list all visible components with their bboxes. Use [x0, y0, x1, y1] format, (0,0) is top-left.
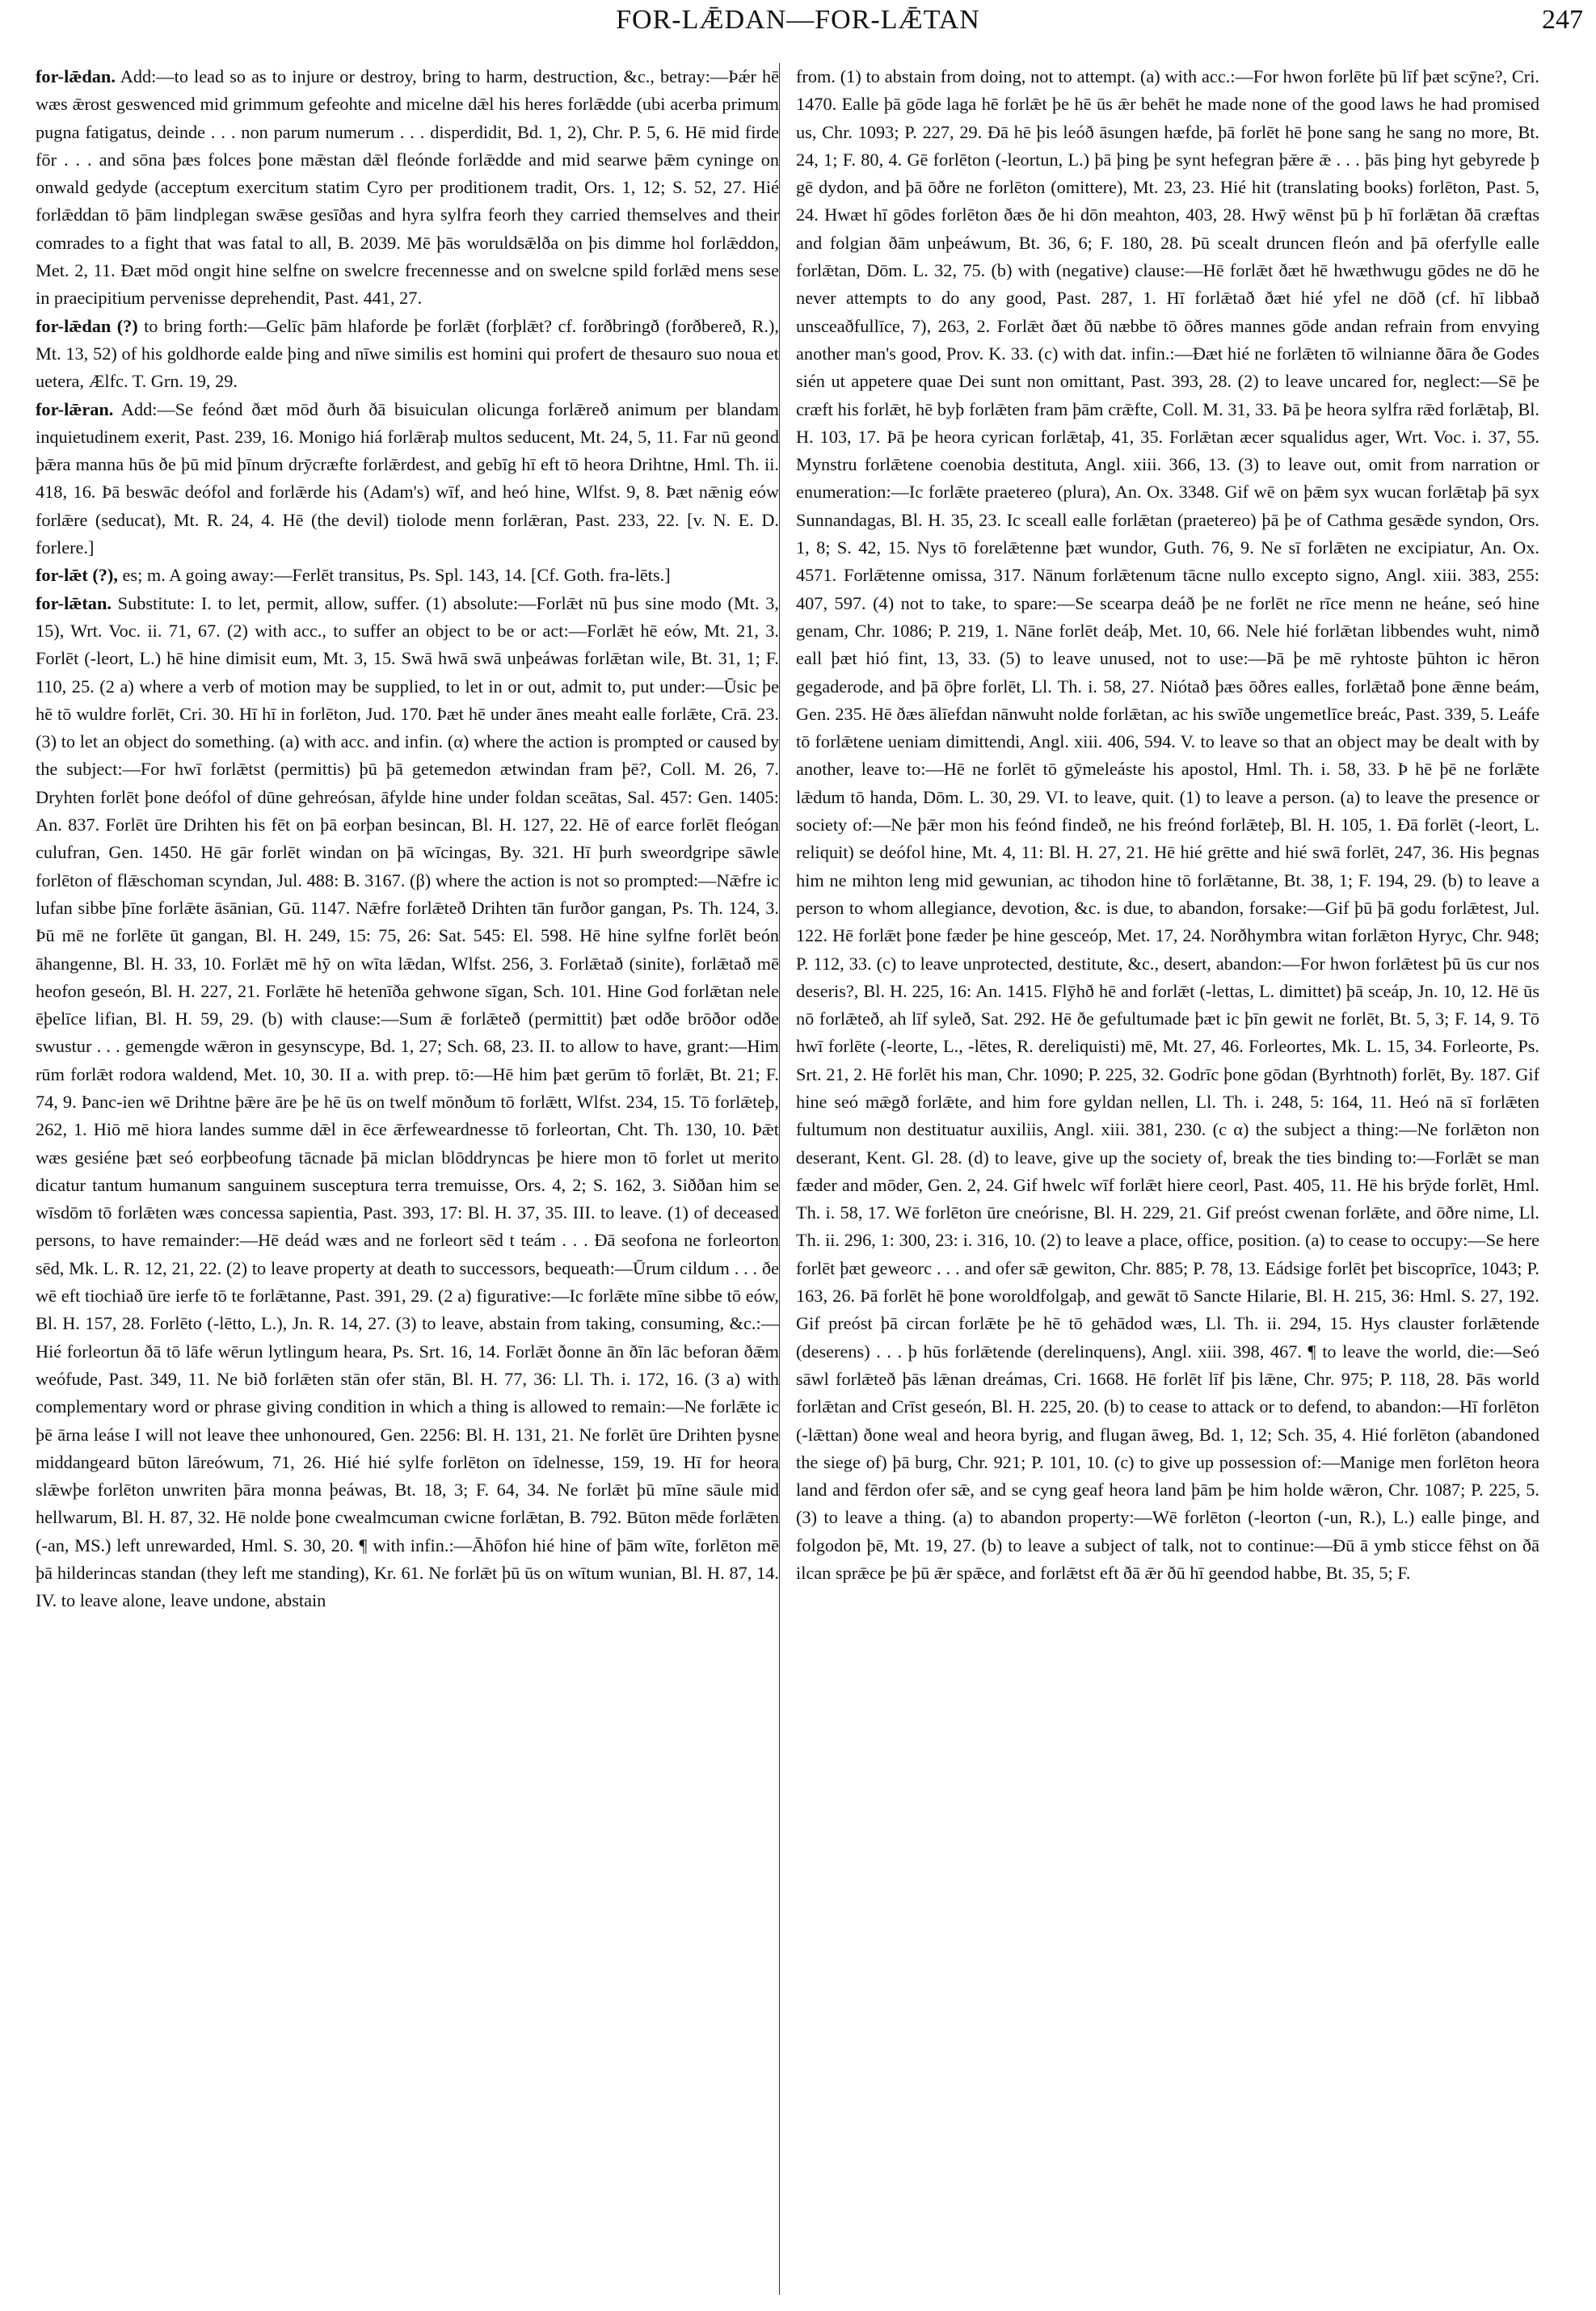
entry-headword: for-lǣdan.	[36, 66, 116, 86]
entry-text: Substitute: I. to let, permit, allow, suffer. (1) absolute:—Forlǣt nū þus sine modo (Mt. 3, 15), Wrt. Voc. ii. 71, 67. (2) with acc., to suffer an object to be or act:—Forlǣt hē eów, Mt. 21, 3. Forlēt (-leort, L.) hē hine dimisit eum, Mt. 3, 15. Swā hwā swā unþeáwas forlǣtan wile, Bt. 31, 1; F. 110, 25. (2 a) where a verb of motion may be supplied, to let in or out, admit to, put under:—Ūsic þe hē tō wuldre forlēt, Cri. 30. Hī hī in forlēton, Jud. 170. Þæt hē under ānes meaht ealle forlǣte, Crā. 23. (3) to let an object do something. (a) with acc. and infin. (α) where the action is prompted or caused by the subject:—For hwī forlǣtst (permittis) þū þā getemedon ætwindan fram þē?, Coll. M. 26, 7. Dryhten forlēt þone deófol of dūne gehreósan, āfylde hine under foldan sceātas, Sal. 457: Gen. 1405: An. 837. Forlēt ūre Drihten his fēt on þā eorþan besincan, Bl. H. 127, 22. Hē of earce forlēt fleógan culufran, Gen. 1450. Hē gār forlēt windan on þā wīcingas, By. 321. Hī þurh sweordgripe sāwle forlēton of flǣschoman scyndan, Jul. 488: B. 3167. (β) where the action is not so prompted:—Nǣfre ic lufan sibbe þīne forlǣte āsānian, Gū. 1147. Nǣfre forlǣteð Drihten tān furðor gangan, Ps. Th. 124, 3. Þū mē ne forlēte ūt gangan, Bl. H. 249, 15: 75, 26: Sat. 545: El. 598. Hē hine sylfne forlēt beón āhangenne, Bl. H. 33, 10. Forlǣt mē hȳ on wīta lǣdan, Wlfst. 256, 3. Forlǣtað (sinite), forlǣtað mē heofon geseón, Bl. H. 227, 21. Forlǣte hē hetenīða gehwone sīgan, Sch. 101. Hine God forlǣtan nele ēþelīce lifian, Bl. H. 59, 29. (b) with clause:—Sum ǣ forlǣteð (permittit) þæt odðe brōðor odðe swustur . . . gemengde wǣron in gesynscype, Bd. 1, 27; Sch. 68, 23. II. to allow to have, grant:—Him rūm forlǣt rodora waldend, Met. 10, 30. II a. with prep. tō:—Hē him þæt gerūm tō forlǣt, Bt. 21; F. 74, 9. Þanc-ien wē Drihtne þǣre āre þe hē ūs on twelf mōnðum tō forlǣtt, Wlfst. 234, 15. Tō forlǣteþ, 262, 1. Hiō mē hiora landes summe dǣl in ēce ǣrfeweardnesse tō forleortan, Cht. Th. 130, 10. Þǣt wæs gesiéne þæt seó eorþbeofung tācnade þā miclan blōddryncas þe hiere mon tō forlet ut merito dicatur tantum humanum sanguinem susceptura terra tremuisse, Ors. 4, 2; S. 162, 3. Siððan him se wīsdōm tō forlǣten wæs concessa sapientia, Past. 393, 17: Bl. H. 37, 35. III. to leave. (1) of deceased persons, to have remainder:—Hē deád wæs and ne forleort sēd t teám . . . Ðā seofona ne forleorton sēd, Mk. L. R. 12, 21, 22. (2) to leave property at death to successors, bequeath:—Ūrum cildum . . . ðe wē eft tiochiað ūre ierfe tō te forlǣtanne, Past. 391, 29. (2 a) figurative:—Ic forlǣte mīne sibbe tō eów, Bl. H. 157, 28. Forlēto (-lētto, L.), Jn. R. 14, 27. (3) to leave, abstain from taking, consuming, &c.:—Hié forleortun ðā tō lāfe wērun lytlingum heara, Ps. Srt. 16, 14. Forlǣt ðonne ān ðīn lāc beforan ðǣm weófude, Past. 349, 11. Ne bið forlǣten stān ofer stān, Bl. H. 77, 36: Ll. Th. i. 172, 16. (3 a) with complementary word or phrase giving condition in which a thing is allowed to remain:—Ne forlǣte ic þē ārna leáse I will not leave thee unhonoured, Gen. 2256: Bl. H. 131, 21. Ne forlēt ūre Drihten þysne middangeard būton lāreówum, 71, 26. Hié hié sylfe forlēton on īdelnesse, 159, 19. Hī for heora slǣwþe forlēton unwriten þāra monna þeáwas, Bt. 18, 3; F. 64, 34. Ne forlǣt þū mīne sāule mid hellwarum, Bl. H. 87, 32. Hē nolde þone cwealmcuman cwicne forlǣtan, B. 792. Būton mēde forlǣten (-an, MS.) left unrewarded, Hml. S. 30, 20. ¶ with infin.:—Āhōfon hié hine of þām wīte, forlēton mē þā hilderincas standan (they left me standing), Kr. 61. Ne forlǣt þū ūs on wītum wunian, Bl. H. 87, 14. IV. to leave alone, leave undone, abstain	[36, 592, 779, 1611]
dictionary-entry	[36, 590, 779, 1615]
entry-text: Add:—Se feónd ðæt mōd ðurh ðā bisuiculan olicunga forlǣreð animum per blandam inquietudinem exerit, Past. 239, 16. Monigo hiá forlǣraþ multos seducent, Mt. 24, 5, 11. Far nū geond þǣra manna hūs ðe þū mid þīnum drȳcræfte forlǣrdest, and gebīg hī eft tō heora Drihtne, Hml. Th. ii. 418, 16. Þā beswāc deófol and forlǣrde his (Adam's) wīf, and heó hine, Wlfst. 9, 8. Þæt nǣnig eów forlǣre (seducat), Mt. R. 24, 4. Hē (the devil) tiolode menn forlǣran, Past. 233, 22. [v. N. E. D. forlere.]	[36, 398, 779, 558]
entry-text: from. (1) to abstain from doing, not to attempt. (a) with acc.:—For hwon forlēte þū līf þæt scȳne?, Cri. 1470. Ealle þā gōde laga hē forlǣt þe hē ūs ǣr behēt he made none of the good laws he had promised us, Chr. 1093; P. 227, 29. Ðā hē þis leóð āsungen hæfde, þā forlēt hē þone sang he sang no more, Bt. 24, 1; F. 80, 4. Gē forlēton (-leortun, L.) þā þing þe synt hefegran þǣre ǣ . . . þās þing hyt gebyrede þ gē dydon, and þā ōðre ne forlēton (omittere), Mt. 23, 23. Hié hit (translating books) forlēton, Past. 5, 24. Hwæt hī gōdes forlēton ðæs ðe hi dōn meahton, 403, 28. Hwȳ wēnst þū þ hī forlǣtan ðā cræftas and folgian ðām unþeáwum, Bt. 36, 6; F. 180, 28. Þū scealt druncen fleón and þā oferfylle ealle forlǣtan, Dōm. L. 32, 75. (b) with (negative) clause:—Hē forlǣt ðæt hē hwæthwugu gōdes ne dō he never attempts to do any good, Past. 287, 1. Hī forlǣtað ðæt hié yfel ne dōð (cf. hī libbað unsceaðfullīce, 7), 263, 2. Forlǣt ðæt ðū næbbe tō ōðres mannes gōde andan refrain from envying another man's good, Prov. K. 33. (c) with dat. infin.:—Ðæt hié ne forlǣten tō wilnianne ðāra ðe Godes sién ut appetere quae Dei sunt non omittant, Past. 393, 28. (2) to leave uncared for, neglect:—Sē þe cræft his forlǣt, hē byþ forlǣten fram þām crǣfte, Coll. M. 31, 33. Þā þe heora sylfra rǣd forlǣtaþ, Bl. H. 103, 17. Þā þe heora cyrican forlǣtaþ, 41, 35. Forlǣtan æcer squalidus ager, Wrt. Voc. i. 37, 55. Mynstru forlǣtene coenobia destituta, Angl. xiii. 366, 13. (3) to leave out, omit from narration or enumeration:—Ic forlǣte praetereo (plura), An. Ox. 3348. Gif wē on þǣm syx wucan forlǣtaþ þā syx Sunnandagas, Bl. H. 35, 23. Ic sceall ealle forlǣtan (praetereo) þā þe of Cathma gesǣde syndon, Ors. 1, 8; S. 42, 15. Nys tō forelǣtenne þæt wundor, Guth. 76, 9. Ne sī forlǣten ne excipiatur, An. Ox. 4571. Forlǣtenne omissa, 317. Nānum forlǣtenum tācne nullo excepto signo, Angl. xiii. 383, 255: 407, 597. (4) not to take, to spare:—Se scearpa deáð þe ne forlēt ne rīce menn ne heáne, seó hine genam, Chr. 1086; P. 219, 1. Nāne forlēt deáþ, Met. 10, 66. Nele hié forlǣtan libbendes wuht, nimð eall þæt hió fint, 13, 33. (5) to leave unused, not to use:—Þā þe mē ryhtoste þūhton ic hēron gegaderode, and þā ōþre forlēt, Ll. Th. i. 58, 27. Niótað þæs ōðres ealles, forlǣtað þone ǣnne beám, Gen. 235. Hē ðæs ālīefdan nānwuht nolde forlǣtan, ac his swīðe ungemetlīce breác, Past. 339, 5. Leáfe tō forlǣtene ueniam dimittendi, Angl. xiii. 406, 594. V. to leave so that an object may be dealt with by another, leave to:—Hē ne forlēt tō gȳmeleáste his apostol, Hml. Th. i. 58, 33. Þ hē þē ne forlǣte lǣdum tō handa, Dōm. L. 30, 29. VI. to leave, quit. (1) to leave a person. (a) to leave the presence or society of:—Ne þǣr mon his feónd findeð, ne his freónd forlǣteþ, Bl. H. 105, 1. Ðā forlēt (-leort, L. reliquit) se deófol hine, Mt. 4, 11: Bl. H. 27, 21. Hē hié grētte and hié swā forlēt, 247, 36. His þegnas him ne mihton leng mid gewunian, ac tihodon hine tō forlǣtanne, Bt. 38, 1; F. 194, 29. (b) to leave a person to whom allegiance, devotion, &c. is due, to abandon, forsake:—Gif þū þā godu forlǣtest, Jul. 122. Hē forlǣt þone fæder þe hine gesceóp, Met. 17, 24. Norðhymbra witan forlǣton Hyryc, Chr. 948; P. 112, 33. (c) to leave unprotected, destitute, &c., desert, abandon:—For hwon forlǣtest þū ūs cur nos deseris?, Bl. H. 225, 16: An. 1415. Flȳhð hē and forlǣt (-lettas, L. dimittet) þā sceáp, Jn. 10, 12. Hē ūs nō forlǣteð, ah līf syleð, Sat. 292. Hē ðe gefultumade þæt ic þīn gewit ne forlēt, Bt. 5, 3; F. 14, 9. Tō hwī forlēte (-leorte, L., -lētes, R. dereliquisti) mē, Mt. 27, 46. Forleortes, Mk. L. 15, 34. Forleorte, Ps. Srt. 21, 2. Hē forlēt his man, Chr. 1090; P. 225, 32. Godrīc þone gōdan (Byrhtnoth) forlēt, By. 187. Gif hine seó mǣgð forlǣte, and him fore gyldan nellen, Ll. Th. i. 248, 5: 164, 11. Heó nā sī forlǣten fultumum non destituatur auxiliis, Angl. xiii. 381, 230. (c α) the subject a thing:—Ne forlǣton non deserant, Kent. Gl. 28. (d) to leave, give up the society of, break the ties binding to:—Forlǣt se man fæder and mōder, Gen. 2, 24. Gif hwelc wīf forlǣt hiere ceorl, Past. 405, 11. Hē his brȳde forlēt, Hml. Th. i. 58, 17. Wē forlēton ūre cneórisne, Bl. H. 229, 21. Gif preóst cwenan forlǣte, and ōðre nime, Ll. Th. ii. 296, 1: 300, 23: i. 316, 10. (2) to leave a place, office, position. (a) to cease to occupy:—Se here forlēt þæt geweorc . . . and ofer sǣ gewiton, Chr. 885; P. 78, 13. Eádsige forlēt þet biscoprīce, 1043; P. 163, 26. Þā forlēt hē þone woroldfolgaþ, and gewāt tō Sancte Hilarie, Bl. H. 215, 36: Hml. S. 27, 192. Gif preóst þā circan forlǣte þe hē tō gehādod wæs, Ll. Th. ii. 294, 15. Hys clauster forlǣtende (deserens) . . . þ hūs forlǣtende (derelinquens), Angl. xiii. 398, 467. ¶ to leave the world, die:—Seó sāwl forlǣteð þās lǣnan dreámas, Cri. 1668. Hē forlēt līf þis lǣne, Chr. 975; P. 118, 28. Þās world forlǣtan and Crīst geseón, Bl. H. 225, 20. (b) to cease to attack or to defend, to abandon:—Hī forlēton (-lǣttan) ðone weal and heora byrig, and flugan āweg, Bd. 1, 12; Sch. 35, 4. Hié forlēton (abandoned the siege of) þā burg, Chr. 921; P. 101, 10. (c) to give up possession of:—Manige men forlēton heora land and fērdon ofer sǣ, and se cyng geaf heora land þām þe him holde wǣron, Chr. 1087; P. 225, 5. (3) to leave a thing. (a) to abandon property:—Wē forlēton (-leorton (-un, R.), L.) ealle þinge, and folgodon þē, Mt. 19, 27. (b) to leave a subject of talk, not to continue:—Ðū ā ymb sticce fēhst on ðā ilcan sprǣce þe þū ǣr spǣce, and forlǣtst eft ðā ǣr ðū hī geendod habbe, Bt. 35, 5; F.	[796, 66, 1539, 1584]
entry-text: to bring forth:—Gelīc þām hlaforde þe forlǣt (forþlǣt? cf. forðbringð (forðbereð, R.), Mt. 13, 52) of his goldhorde ealde þing and nīwe similis est homini qui profert de thesauro suo noua et uetera, Ælfc. T. Grn. 19, 29.	[36, 315, 779, 392]
entry-text: Add:—to lead so as to injure or destroy, bring to harm, destruction, &c., betray:—Þǽr hē wæs ǣrost geswenced mid grimmum gefeohte and micelne dǣl his heres forlǣdde (ubi acerba primum pugna fatigatus, deinde . . . non parum numerum . . . disperdidit, Bd. 1, 2), Chr. P. 5, 6. Hē mid firde fōr . . . and sōna þæs folces þone mǣstan dǣl fleónde forlǣdde and mid searwe þǣm cyninge on onwald gedyde (acceptum exercitum statim Cyro per proditionem tradit, Ors. 1, 12; S. 52, 27. Hié forlǣddan tō þām lindplegan swǣse gesīðas and hyra sylfra feorh they carried themselves and their comrades to a fight that was fatal to all, B. 2039. Mē þās woruldsǣlða on þis dimme hol forlǣddon, Met. 2, 11. Ðæt mōd ongit hine selfne on swelcre frecennesse and on swelcne spild forlǣd mens sese in praecipitium pervenisse deprehendit, Past. 441, 27.	[36, 66, 779, 309]
entry-headword: for-lǣtan.	[36, 592, 112, 613]
column-divider	[779, 63, 780, 2295]
dictionary-entry	[36, 63, 779, 313]
running-head	[0, 5, 1596, 40]
entry-headword: for-lǣt (?),	[36, 565, 118, 586]
page-number: 247	[1542, 5, 1583, 35]
dictionary-entry	[796, 63, 1539, 1587]
dictionary-entry	[36, 313, 779, 396]
left-column	[36, 63, 779, 2301]
dictionary-entry	[36, 562, 779, 589]
dictionary-entry	[36, 396, 779, 562]
page-title: FOR-LǢDAN—FOR-LǢTAN	[616, 5, 980, 35]
entry-text: es; m. A going away:—Ferlēt transitus, Ps. Spl. 143, 14. [Cf. Goth. fra-lēts.]	[117, 565, 671, 586]
right-column	[796, 63, 1539, 2301]
entry-headword: for-lǣran.	[36, 398, 114, 419]
entry-headword: for-lǣdan (?)	[36, 315, 138, 336]
